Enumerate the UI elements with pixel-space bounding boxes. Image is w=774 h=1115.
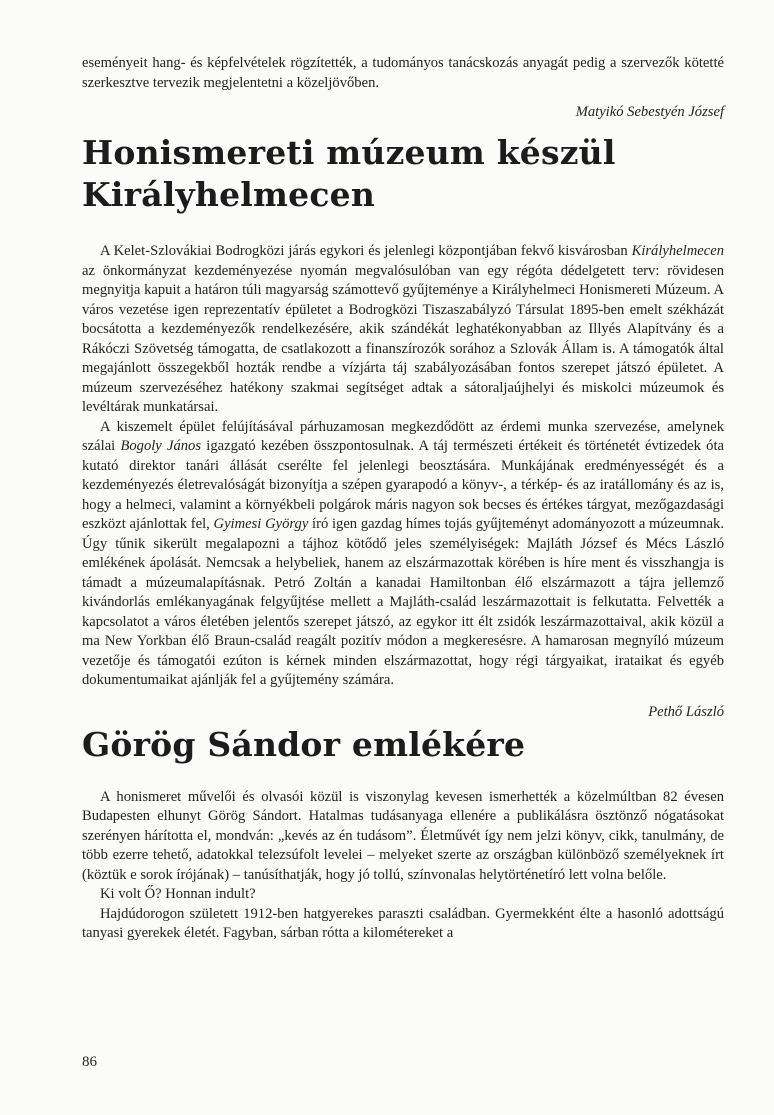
article1-p2-text-c: író igen gazdag hímes tojás gyűjteményt adományozott a múzeumnak. Úgy tűnik sikerült megalapozni a tájhoz kötődő jeles személyiségek: Majláth József és Mécs László emlékének ápolását. Nemcsak a helybeliek, hanem az elszármazottak körében is híre ment és visszhangja is támadt a múzeumalapításnak. Petró Zoltán a kanadai Hamiltonban élő elszármazott a tájra jellemző kivándorlás emlékanyagának felgyűjtése mellett a Majláth-család leszármazottait is felkutatta. Felvették a kapcsolatot a város életében jelentős szerepet játszó, az egykor itt élt zsidók leszármazottaival, akik közül a ma New Yorkban élő Braun-család reagált pozitív módon a megkeresésre. A hamarosan megnyíló múzeum vezetője és támogatói ezúton is kérnek minden elszármazottat, hogy régi tárgyaikat, irataikat és egyéb dokumentumaikat ajánlják fel a gyűjtemény számára. <box>82 516 725 688</box>
article1-p2-emphasis-1: Bogoly János <box>120 438 202 454</box>
article2-title: Görög Sándor emlékére <box>82 724 526 764</box>
article1-title-line2: Királyhelmecen <box>82 175 376 214</box>
article2-paragraph-1: A honismeret művelői és olvasói közül is viszonylag kevesen ismerhették a közelmúltban 82 évesen Budapesten elhunyt Görög Sándort. Hatalmas tudásanyaga ellenére a publikálásra ösztönző nógatásokat szerényen hárította el, mondván: „kevés az én tudásom”. Életművét így nem jelzi könyv, cikk, tanulmány, de több ezerre tehető, adatokkal telezsúfolt levelei – melyeket szerte az országban különböző személyeknek írt (köztük e sorok írójának) – tanúsíthatják, hogy jó tollú, színvonalas helytörténetíró lett volna belőle. <box>82 788 724 883</box>
article1-p1-text-b: az önkormányzat kezdeményezése nyomán megvalósulóban van egy régóta dédelgetett terv: rövidesen megnyitja kapuit a határon túli magyarság számottevő gyűjteménye a Királyhelmeci Honismereti Múzeum. A város vezetése igen reprezentatív épületet a Bodrogközi Tiszaszabályzó Társulat 1895-ben emelt székházát bocsátotta a kezdeményezők rendelkezésére, akik szándékát leghatékonyabban az Illyés Alapítvány és a Rákóczi Szövetség támogatta, de csatlakozott a finanszírozók sorához a Szlovák Állam is. A támogatók által megajánlott összegekből hozták rendbe a vízjárta táj szabályozásában fontos szerepet játszó épületet. A múzeum szervezéséhez hatékony szakmai segítséget adtak a sátoraljaújhelyi és miskolci múzeumok és levéltárak munkatársai. <box>82 262 724 415</box>
page-content <box>82 54 724 944</box>
article1-p2-text-a: A kiszemelt épület felújításával párhuzamosan megkezdődött az érdemi munka szervezése, amelynek szálai <box>82 418 724 454</box>
article1-p1-text-a: A Kelet-Szlovákiai Bodrogközi járás egykori és jelenlegi központjában fekvő kisvárosban <box>100 243 632 259</box>
article1-title <box>82 132 724 216</box>
article1-p1-emphasis: Királyhelmecen <box>631 243 724 259</box>
intro-paragraph: eseményeit hang- és képfelvételek rögzítették, a tudományos tanácskozás anyagát pedig a szervezők kötetté szerkesztve tervezik megjelentetni a közeljövőben. <box>82 55 724 91</box>
article1-p2-text-b: igazgató kezében összpontosulnak. A táj természeti értékeit és történetét évtizedek óta kutató direktor tanári állását cserélte fel jelenlegi beosztására. Munkájának eredményességét és a kezdeményezés életrevalóságát bizonyítja a szépen gyarapodó a könyv-, a térkép- és az iratállomány és az is, hogy a helmeci, valamint a környékbeli polgárok máris nagyon sok becses és értékes tárgyat, mezőgazdasági eszközt ajánlottak fel, <box>82 438 724 532</box>
article2-paragraph-3: Hajdúdorogon született 1912-ben hatgyerekes paraszti családban. Gyermekként élte a hasonló adottságú tanyasi gyerekek életét. Fagyban, sárban rótta a kilométereket a <box>82 905 724 941</box>
article1-title-line1: Honismereti múzeum készül <box>82 133 616 172</box>
article1-paragraph-2 <box>82 418 724 691</box>
page-number: 86 <box>82 1054 97 1070</box>
article1-author: Pethő László <box>648 703 724 720</box>
article1-paragraph-1 <box>82 242 724 418</box>
article2-paragraph-2: Ki volt Ő? Honnan indult? <box>100 886 256 902</box>
intro-author: Matyikó Sebestyén József <box>575 104 724 120</box>
article1-p2-emphasis-2: Gyimesi György <box>213 516 309 532</box>
